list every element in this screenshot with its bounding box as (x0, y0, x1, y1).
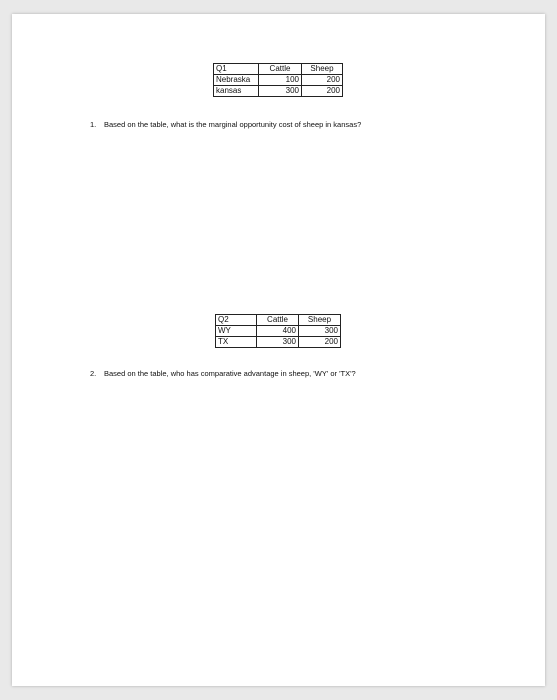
table-cell: 200 (302, 75, 343, 86)
question-text: Based on the table, what is the marginal opportunity cost of sheep in kansas? (104, 120, 362, 129)
question-number: 2. (90, 369, 97, 378)
question-2 (90, 369, 356, 378)
table-row (216, 337, 341, 348)
table-cell: Nebraska (214, 75, 259, 86)
table-cell: 200 (299, 337, 341, 348)
table-cell: 400 (257, 326, 299, 337)
table-cell: 200 (302, 86, 343, 97)
table-cell: 300 (259, 86, 302, 97)
table-cell: kansas (214, 86, 259, 97)
question-text: Based on the table, who has comparative advantage in sheep, 'WY' or 'TX'? (104, 369, 356, 378)
table-cell: Q2 (216, 315, 257, 326)
table-cell: 300 (299, 326, 341, 337)
table-cell: TX (216, 337, 257, 348)
question-number: 1. (90, 120, 97, 129)
table-q1 (213, 63, 343, 97)
table-cell: Sheep (299, 315, 341, 326)
table-row (216, 326, 341, 337)
document-page (12, 14, 545, 686)
table-row (214, 86, 343, 97)
table-cell: 300 (257, 337, 299, 348)
table-cell: Cattle (259, 64, 302, 75)
table-header-row (216, 315, 341, 326)
table-cell: Sheep (302, 64, 343, 75)
table-cell: WY (216, 326, 257, 337)
table-q2 (215, 314, 341, 348)
table-header-row (214, 64, 343, 75)
table-cell: Q1 (214, 64, 259, 75)
table-cell: Cattle (257, 315, 299, 326)
question-1 (90, 120, 361, 129)
table-cell: 100 (259, 75, 302, 86)
table-row (214, 75, 343, 86)
